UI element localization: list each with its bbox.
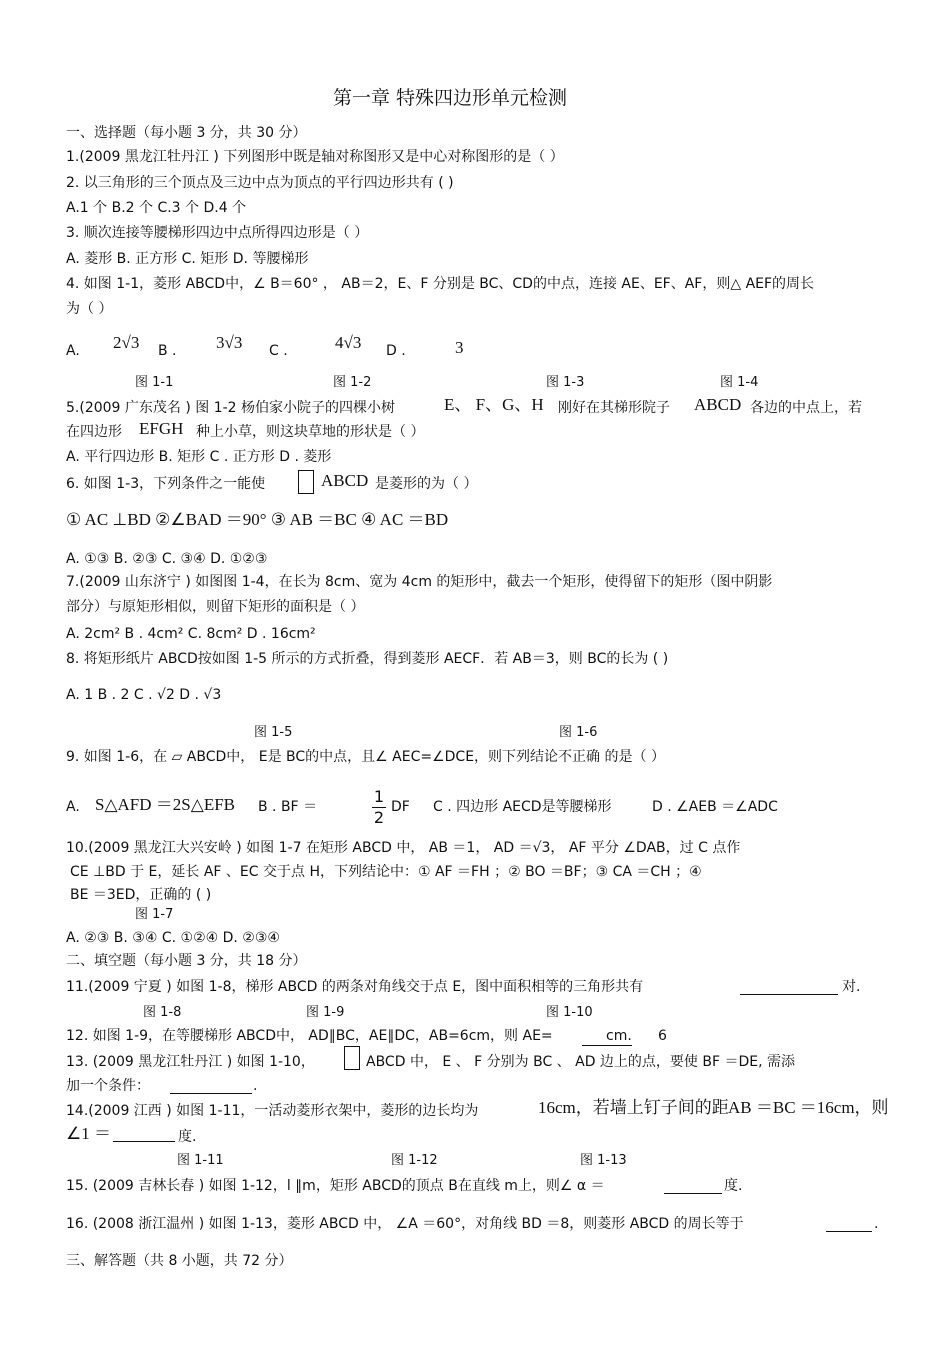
fraction-denominator: 2 bbox=[373, 808, 385, 827]
answer-blank-11 bbox=[740, 978, 838, 995]
figure-caption-1-7: 图 1-7 bbox=[135, 907, 174, 922]
question-3: 3. 顺次连接等腰梯形四边中点所得四边形是（ ） bbox=[66, 225, 369, 241]
parallelogram-symbol-icon bbox=[298, 470, 314, 494]
figure-caption-1-8: 图 1-8 bbox=[143, 1005, 182, 1020]
question-15-end: 度. bbox=[724, 1178, 743, 1194]
question-16-end: . bbox=[874, 1216, 879, 1232]
question-4-line-1: 4. 如图 1-1，菱形 ABCD中，∠ B＝60° ， AB＝2，E、F 分别是 BC、CD的中点，连接 AE、EF、AF，则△ AEF的周长 bbox=[66, 276, 815, 292]
q4-option-a-label: A. bbox=[66, 343, 80, 359]
question-4-line-2: 为（ ） bbox=[66, 301, 113, 317]
q4-option-b-value: 3√3 bbox=[216, 333, 243, 352]
figure-caption-1-3: 图 1-3 bbox=[546, 375, 585, 390]
question-13-part-a: 13. (2009 黑龙江牡丹江 ) 如图 1-10， bbox=[66, 1054, 315, 1070]
question-14-angle: ∠1 ＝ bbox=[66, 1124, 111, 1143]
parallelogram-symbol-icon-2 bbox=[344, 1046, 360, 1070]
answer-blank-15 bbox=[664, 1177, 722, 1194]
figure-caption-1-11: 图 1-11 bbox=[177, 1153, 224, 1168]
q4-option-a-value: 2√3 bbox=[113, 333, 140, 352]
question-14-part-c: AB ＝BC ＝16cm，则 bbox=[728, 1098, 889, 1117]
question-5-part-a: 5.(2009 广东茂名 ) 图 1-2 杨伯家小院子的四棵小树 bbox=[66, 400, 396, 416]
fraction-numerator: 1 bbox=[373, 787, 385, 806]
question-5-abcd: ABCD bbox=[694, 395, 742, 414]
question-5-efgh: EFGH bbox=[139, 419, 184, 438]
question-11: 11.(2009 宁夏 ) 如图 1-8，梯形 ABCD 的两条对角线交于点 E，图中面积相等的三角形共有 bbox=[66, 979, 644, 995]
question-5-part-c: 刚好在其梯形院子 bbox=[558, 400, 670, 416]
figure-caption-1-9: 图 1-9 bbox=[306, 1005, 345, 1020]
question-6-part-a: 6. 如图 1-3，下列条件之一能使 bbox=[66, 476, 266, 492]
figure-caption-1-2: 图 1-2 bbox=[333, 375, 372, 390]
figure-caption-1-12: 图 1-12 bbox=[391, 1153, 438, 1168]
question-13-line-2: 加一个条件： bbox=[66, 1078, 150, 1094]
question-10-line-2: CE ⊥BD 于 E，延长 AF 、EC 交于点 H，下列结论中：① AF ＝FH ；② BO ＝BF；③ CA ＝CH ；④ bbox=[70, 864, 702, 880]
question-12-extra: 6 bbox=[658, 1028, 667, 1044]
q9-option-d: D . ∠AEB ＝∠ADC bbox=[652, 799, 778, 815]
q9-fraction bbox=[372, 788, 386, 827]
question-7-options: A. 2cm² B . 4cm² C. 8cm² D . 16cm² bbox=[66, 626, 316, 642]
section-fill-heading: 二、填空题（每小题 3 分，共 18 分） bbox=[66, 953, 307, 969]
question-8: 8. 将矩形纸片 ABCD按如图 1-5 所示的方式折叠，得到菱形 AECF．若 AB＝3，则 BC的长为 ( ) bbox=[66, 651, 669, 667]
question-10-line-3: BE ＝3ED，正确的 ( ) bbox=[70, 887, 212, 903]
figure-caption-1-4: 图 1-4 bbox=[720, 375, 759, 390]
figure-caption-1-13: 图 1-13 bbox=[580, 1153, 627, 1168]
question-14-part-a: 14.(2009 江西 ) 如图 1-11，一活动菱形衣架中，菱形的边长均为 bbox=[66, 1103, 479, 1119]
q9-option-a-value: S△AFD ＝2S△EFB bbox=[95, 795, 235, 814]
question-16: 16. (2008 浙江温州 ) 如图 1-13，菱形 ABCD 中， ∠A ＝60°，对角线 BD ＝8，则菱形 ABCD 的周长等于 bbox=[66, 1216, 744, 1232]
question-3-options: A. 菱形 B. 正方形 C. 矩形 D. 等腰梯形 bbox=[66, 251, 309, 267]
answer-blank-12: cm. bbox=[582, 1027, 632, 1046]
question-15: 15. (2009 吉林长春 ) 如图 1-12，l ∥m，矩形 ABCD的顶点 B在直线 m上，则∠ α ＝ bbox=[66, 1178, 605, 1194]
question-13-end: . bbox=[253, 1078, 258, 1094]
question-14-part-b: 16cm，若墙上钉子间的距 bbox=[538, 1098, 729, 1117]
question-6-conditions: ① AC ⊥BD ②∠BAD ＝90° ③ AB ＝BC ④ AC ＝BD bbox=[66, 510, 449, 529]
question-11-end: 对. bbox=[842, 979, 861, 995]
question-13-part-b: ABCD 中， E 、 F 分别为 BC 、 AD 边上的点，要使 BF ＝DE, 需添 bbox=[366, 1054, 796, 1070]
question-5-points: E、 F、G、H bbox=[444, 395, 544, 414]
question-6-options: A. ①③ B. ②③ C. ③④ D. ①②③ bbox=[66, 551, 268, 567]
question-2-options: A.1 个 B.2 个 C.3 个 D.4 个 bbox=[66, 200, 247, 216]
answer-blank-14 bbox=[113, 1124, 175, 1142]
question-5-part-e: 各边的中点上，若 bbox=[750, 400, 862, 416]
section-choice-heading: 一、选择题（每小题 3 分，共 30 分） bbox=[66, 125, 307, 141]
question-12: 12. 如图 1-9，在等腰梯形 ABCD中， AD∥BC，AE∥DC，AB=6cm，则 AE= bbox=[66, 1028, 553, 1044]
question-10-line-1: 10.(2009 黑龙江大兴安岭 ) 如图 1-7 在矩形 ABCD 中， AB ＝1， AD ＝√3， AF 平分 ∠DAB，过 C 点作 bbox=[66, 840, 741, 856]
page-title: 第一章 特殊四边形单元检测 bbox=[333, 87, 568, 109]
figure-caption-1-10: 图 1-10 bbox=[546, 1005, 593, 1020]
q4-option-c-label: C . bbox=[269, 343, 288, 359]
q9-option-b-label: B . BF ＝ bbox=[258, 799, 318, 815]
question-7-line-2: 部分）与原矩形相似，则留下矩形的面积是（ ） bbox=[66, 599, 365, 615]
q9-option-b-end: DF bbox=[391, 799, 410, 815]
answer-blank-13 bbox=[170, 1077, 252, 1094]
q4-option-c-value: 4√3 bbox=[335, 333, 362, 352]
q4-option-b-label: B . bbox=[158, 343, 177, 359]
figure-caption-1-5: 图 1-5 bbox=[254, 725, 293, 740]
q4-option-d-label: D . bbox=[386, 343, 406, 359]
question-6-abcd: ABCD bbox=[321, 471, 369, 490]
question-14-end: 度. bbox=[178, 1129, 197, 1145]
question-9: 9. 如图 1-6，在 ▱ ABCD中， E是 BC的中点，且∠ AEC=∠DCE，则下列结论不正确 的是（ ） bbox=[66, 749, 665, 765]
question-8-options: A. 1 B . 2 C . √2 D . √3 bbox=[66, 687, 222, 703]
answer-blank-16 bbox=[826, 1215, 872, 1232]
figure-caption-1-6: 图 1-6 bbox=[559, 725, 598, 740]
q9-option-a-label: A. bbox=[66, 799, 80, 815]
question-10-options: A. ②③ B. ③④ C. ①②④ D. ②③④ bbox=[66, 930, 280, 946]
question-2: 2. 以三角形的三个顶点及三边中点为顶点的平行四边形共有 ( ) bbox=[66, 175, 454, 191]
question-5-line-2a: 在四边形 bbox=[66, 424, 122, 440]
section-answer-heading: 三、解答题（共 8 小题，共 72 分） bbox=[66, 1253, 293, 1269]
figure-caption-1-1: 图 1-1 bbox=[135, 375, 174, 390]
question-5-options: A. 平行四边形 B. 矩形 C . 正方形 D . 菱形 bbox=[66, 449, 332, 465]
q4-option-d-value: 3 bbox=[455, 338, 464, 357]
question-5-line-2c: 种上小草，则这块草地的形状是（ ） bbox=[196, 424, 425, 440]
question-1: 1.(2009 黑龙江牡丹江 ) 下列图形中既是轴对称图形又是中心对称图形的是（ ） bbox=[66, 149, 564, 165]
question-7-line-1: 7.(2009 山东济宁 ) 如图图 1-4，在长为 8cm、宽为 4cm 的矩形中，截去一个矩形，使得留下的矩形（图中阴影 bbox=[66, 574, 773, 590]
q9-option-c: C . 四边形 AECD是等腰梯形 bbox=[433, 799, 612, 815]
question-6-part-c: 是菱形的为（ ） bbox=[375, 476, 478, 492]
